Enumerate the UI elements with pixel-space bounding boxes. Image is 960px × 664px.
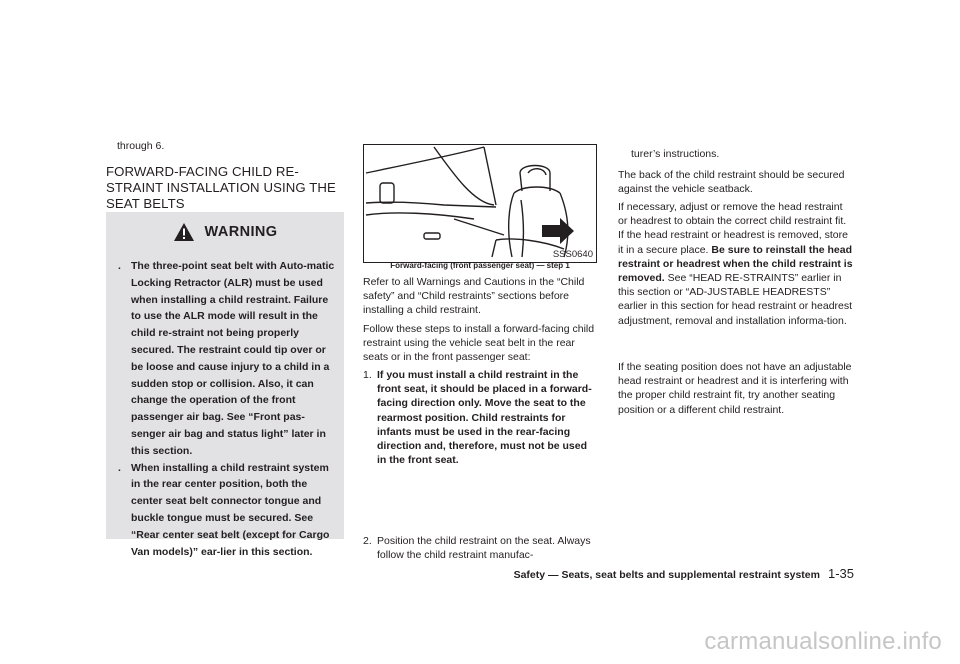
figure-caption: Forward-facing (front passenger seat) — step 1 [390,261,570,270]
step-number: 1. [363,369,372,381]
warning-item-text: When installing a child restraint system in the rear center position, both the center seat belt connector tongue and buckle tongue must be secured. See “Rear center seat belt (except for Cargo Van models)” ear-lier in this section. [131,461,330,558]
head-restraint-text: If necessary, adjust or remove the head restraint or headrest to obtain the correct child restraint fit. If the head restraint or headrest is removed, store it in a secure place. [618,201,848,256]
seat-illustration [363,144,597,263]
warning-list [118,258,338,560]
step-text: Position the child restraint on the seat. Always follow the child restraint manufac- [377,535,591,562]
alternative-seating-paragraph: If the seating position does not have an adjustable head restraint or headrest and it is interfering with the proper child restraint fit, try another seating position or a different child restraint. [618,361,852,416]
figure-code: SSS0640 [552,249,593,260]
continued-text: turer’s instructions. [631,148,720,160]
page-footer [514,566,854,581]
seat-drawing [364,145,596,262]
intro-paragraph: Refer to all Warnings and Cautions in the “Child safety” and “Child restraints” sections before installing a child restraint. [363,276,585,317]
step-2 [363,534,597,562]
continuation-text: through 6. [117,140,165,152]
warning-triangle-icon [173,222,195,242]
warning-title-text: WARNING [204,224,278,240]
warning-item-text: The three-point seat belt with Auto-matic Locking Retractor (ALR) must be used when installing a child restraint. Failure to use the ALR mode will result in the child re-straint not being properly secured. The restraint could tip over or be loose and cause injury to a child in a sudden stop or collision. Also, it can change the operation of the front passenger air bag. See “Front pas-senger air bag and status light” later in this section. [131,260,335,457]
direction-arrow-icon [542,218,574,244]
warning-title [106,222,344,242]
step-text: If you must install a child restraint in the front seat, it should be placed in a forward-facing direction only. Move the seat to the rearmost position. Child restraints for infants must be used in the rear-facing direction and, therefore, must not be used in the front seat. [377,369,592,467]
bullet: . [118,461,121,474]
section-heading: FORWARD-FACING CHILD RE-STRAINT INSTALLATION USING THE SEAT BELTS [106,164,336,211]
step-number: 2. [363,535,372,547]
steps-intro-paragraph: Follow these steps to install a forward-facing child restraint using the vehicle seat belt in the rear seats or in the front passenger seat: [363,323,595,364]
bullet: . [118,260,121,272]
seatback-paragraph: The back of the child restraint should be secured against the vehicle seatback. [618,169,845,196]
step-1 [363,368,597,467]
watermark: carmanualsonline.info [704,628,942,655]
reference-text: See “HEAD RE-STRAINTS” earlier in this section or “AD-JUSTABLE HEADRESTS” earlier in this section for head restraint or headrest adjustment, removal and installation informa-tion. [618,272,853,327]
head-restraint-paragraph [618,200,854,328]
page-number: 1-35 [827,566,854,581]
footer-section-title: Safety — Seats, seat belts and supplemental restraint system [513,569,820,581]
reinstall-note: Be sure to reinstall the head restraint or headrest when the child restraint is removed. [618,243,853,285]
warning-item [118,460,338,561]
warning-box [106,212,344,558]
warning-item [118,258,338,460]
